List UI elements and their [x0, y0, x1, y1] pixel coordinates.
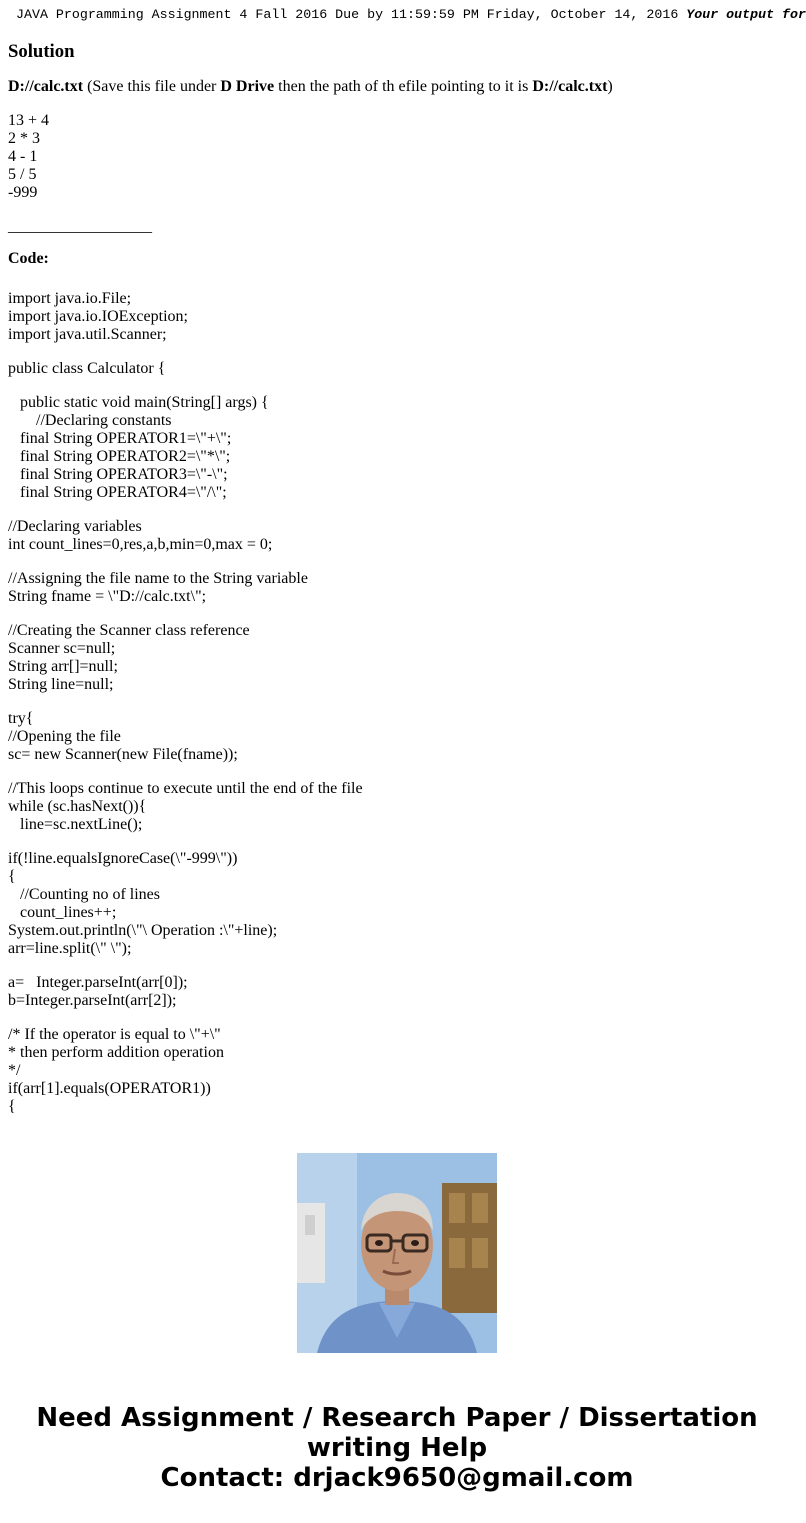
code-listing	[8, 290, 788, 1122]
code-line: arr=line.split(\" \");	[8, 940, 132, 957]
code-line: sc= new Scanner(new File(fname));	[8, 746, 238, 763]
promo-banner	[0, 1403, 794, 1493]
file-line: 5 / 5	[8, 166, 37, 183]
code-line: b=Integer.parseInt(arr[2]);	[8, 992, 177, 1009]
code-line: final String OPERATOR2=\"*\";	[8, 448, 231, 465]
drive-name: D Drive	[220, 78, 275, 95]
code-line: public static void main(String[] args) {	[8, 394, 269, 411]
code-line: //Declaring variables	[8, 518, 142, 535]
code-line: public class Calculator {	[8, 360, 166, 377]
code-line: try{	[8, 710, 34, 727]
code-line: import java.io.IOException;	[8, 308, 188, 325]
code-line: int count_lines=0,res,a,b,min=0,max = 0;	[8, 536, 273, 553]
code-blank-line	[8, 502, 788, 518]
code-line: System.out.println(\"\ Operation :\"+line);	[8, 922, 278, 939]
file-instructions	[8, 78, 788, 96]
code-blank-line	[8, 606, 788, 622]
code-line: while (sc.hasNext()){	[8, 798, 147, 815]
code-line: //Opening the file	[8, 728, 121, 745]
code-line: if(arr[1].equals(OPERATOR1))	[8, 1080, 211, 1097]
code-line: //Counting no of lines	[8, 886, 160, 903]
file-name: D://calc.txt	[8, 78, 84, 95]
code-blank-line	[8, 554, 788, 570]
code-line: final String OPERATOR3=\"-\";	[8, 466, 228, 483]
file-note-prefix: (Save this file under	[83, 78, 221, 95]
file-contents	[8, 112, 788, 202]
code-line: import java.io.File;	[8, 290, 132, 307]
file-line: 4 - 1	[8, 148, 38, 165]
file-line: 2 * 3	[8, 130, 40, 147]
header-emphasis: Your output for	[686, 7, 806, 22]
file-line: -999	[8, 184, 38, 201]
header-text: JAVA Programming Assignment 4 Fall 2016 Due by 11:59:59 PM Friday, October 14, 2016	[16, 7, 687, 22]
code-line: String arr[]=null;	[8, 658, 118, 675]
code-line: count_lines++;	[8, 904, 117, 921]
code-line: Scanner sc=null;	[8, 640, 116, 657]
code-line: //Assigning the file name to the String variable	[8, 570, 308, 587]
promo-line-1: Need Assignment / Research Paper / Dissertation	[36, 1403, 758, 1433]
code-line: String fname = \"D://calc.txt\";	[8, 588, 207, 605]
separator-line: __________________	[8, 218, 152, 235]
code-blank-line	[8, 834, 788, 850]
code-line: {	[8, 868, 16, 885]
code-line: line=sc.nextLine();	[8, 816, 143, 833]
code-blank-line	[8, 764, 788, 780]
code-line: //Creating the Scanner class reference	[8, 622, 250, 639]
file-note-middle: then the path of th efile pointing to it is	[274, 78, 533, 95]
code-blank-line	[8, 378, 788, 394]
solution-section	[8, 40, 788, 268]
file-note-suffix: )	[607, 78, 613, 95]
file-line: 13 + 4	[8, 112, 50, 129]
code-line: * then perform addition operation	[8, 1044, 224, 1061]
code-line: String line=null;	[8, 676, 114, 693]
promo-line-2: writing Help	[306, 1433, 488, 1463]
file-name-path: D://calc.txt	[532, 78, 608, 95]
code-line: import java.util.Scanner;	[8, 326, 167, 343]
code-line: //Declaring constants	[8, 412, 172, 429]
code-line: final String OPERATOR4=\"/\";	[8, 484, 227, 501]
code-line: {	[8, 1098, 16, 1115]
code-line: final String OPERATOR1=\"+\";	[8, 430, 232, 447]
code-line: a= Integer.parseInt(arr[0]);	[8, 974, 188, 991]
code-blank-line	[8, 1010, 788, 1026]
code-line: //This loops continue to execute until the end of the file	[8, 780, 363, 797]
code-blank-line	[8, 958, 788, 974]
code-line: if(!line.equalsIgnoreCase(\"-999\"))	[8, 850, 238, 867]
code-label: Code:	[8, 250, 49, 267]
code-blank-line	[8, 344, 788, 360]
author-photo-image	[297, 1153, 497, 1353]
author-photo	[297, 1153, 497, 1353]
solution-title: Solution	[8, 41, 75, 62]
code-line: /* If the operator is equal to \"+\"	[8, 1026, 221, 1043]
promo-contact: Contact: drjack9650@gmail.com	[160, 1463, 634, 1493]
code-line: */	[8, 1062, 21, 1079]
assignment-header	[0, 6, 806, 24]
code-blank-line	[8, 694, 788, 710]
